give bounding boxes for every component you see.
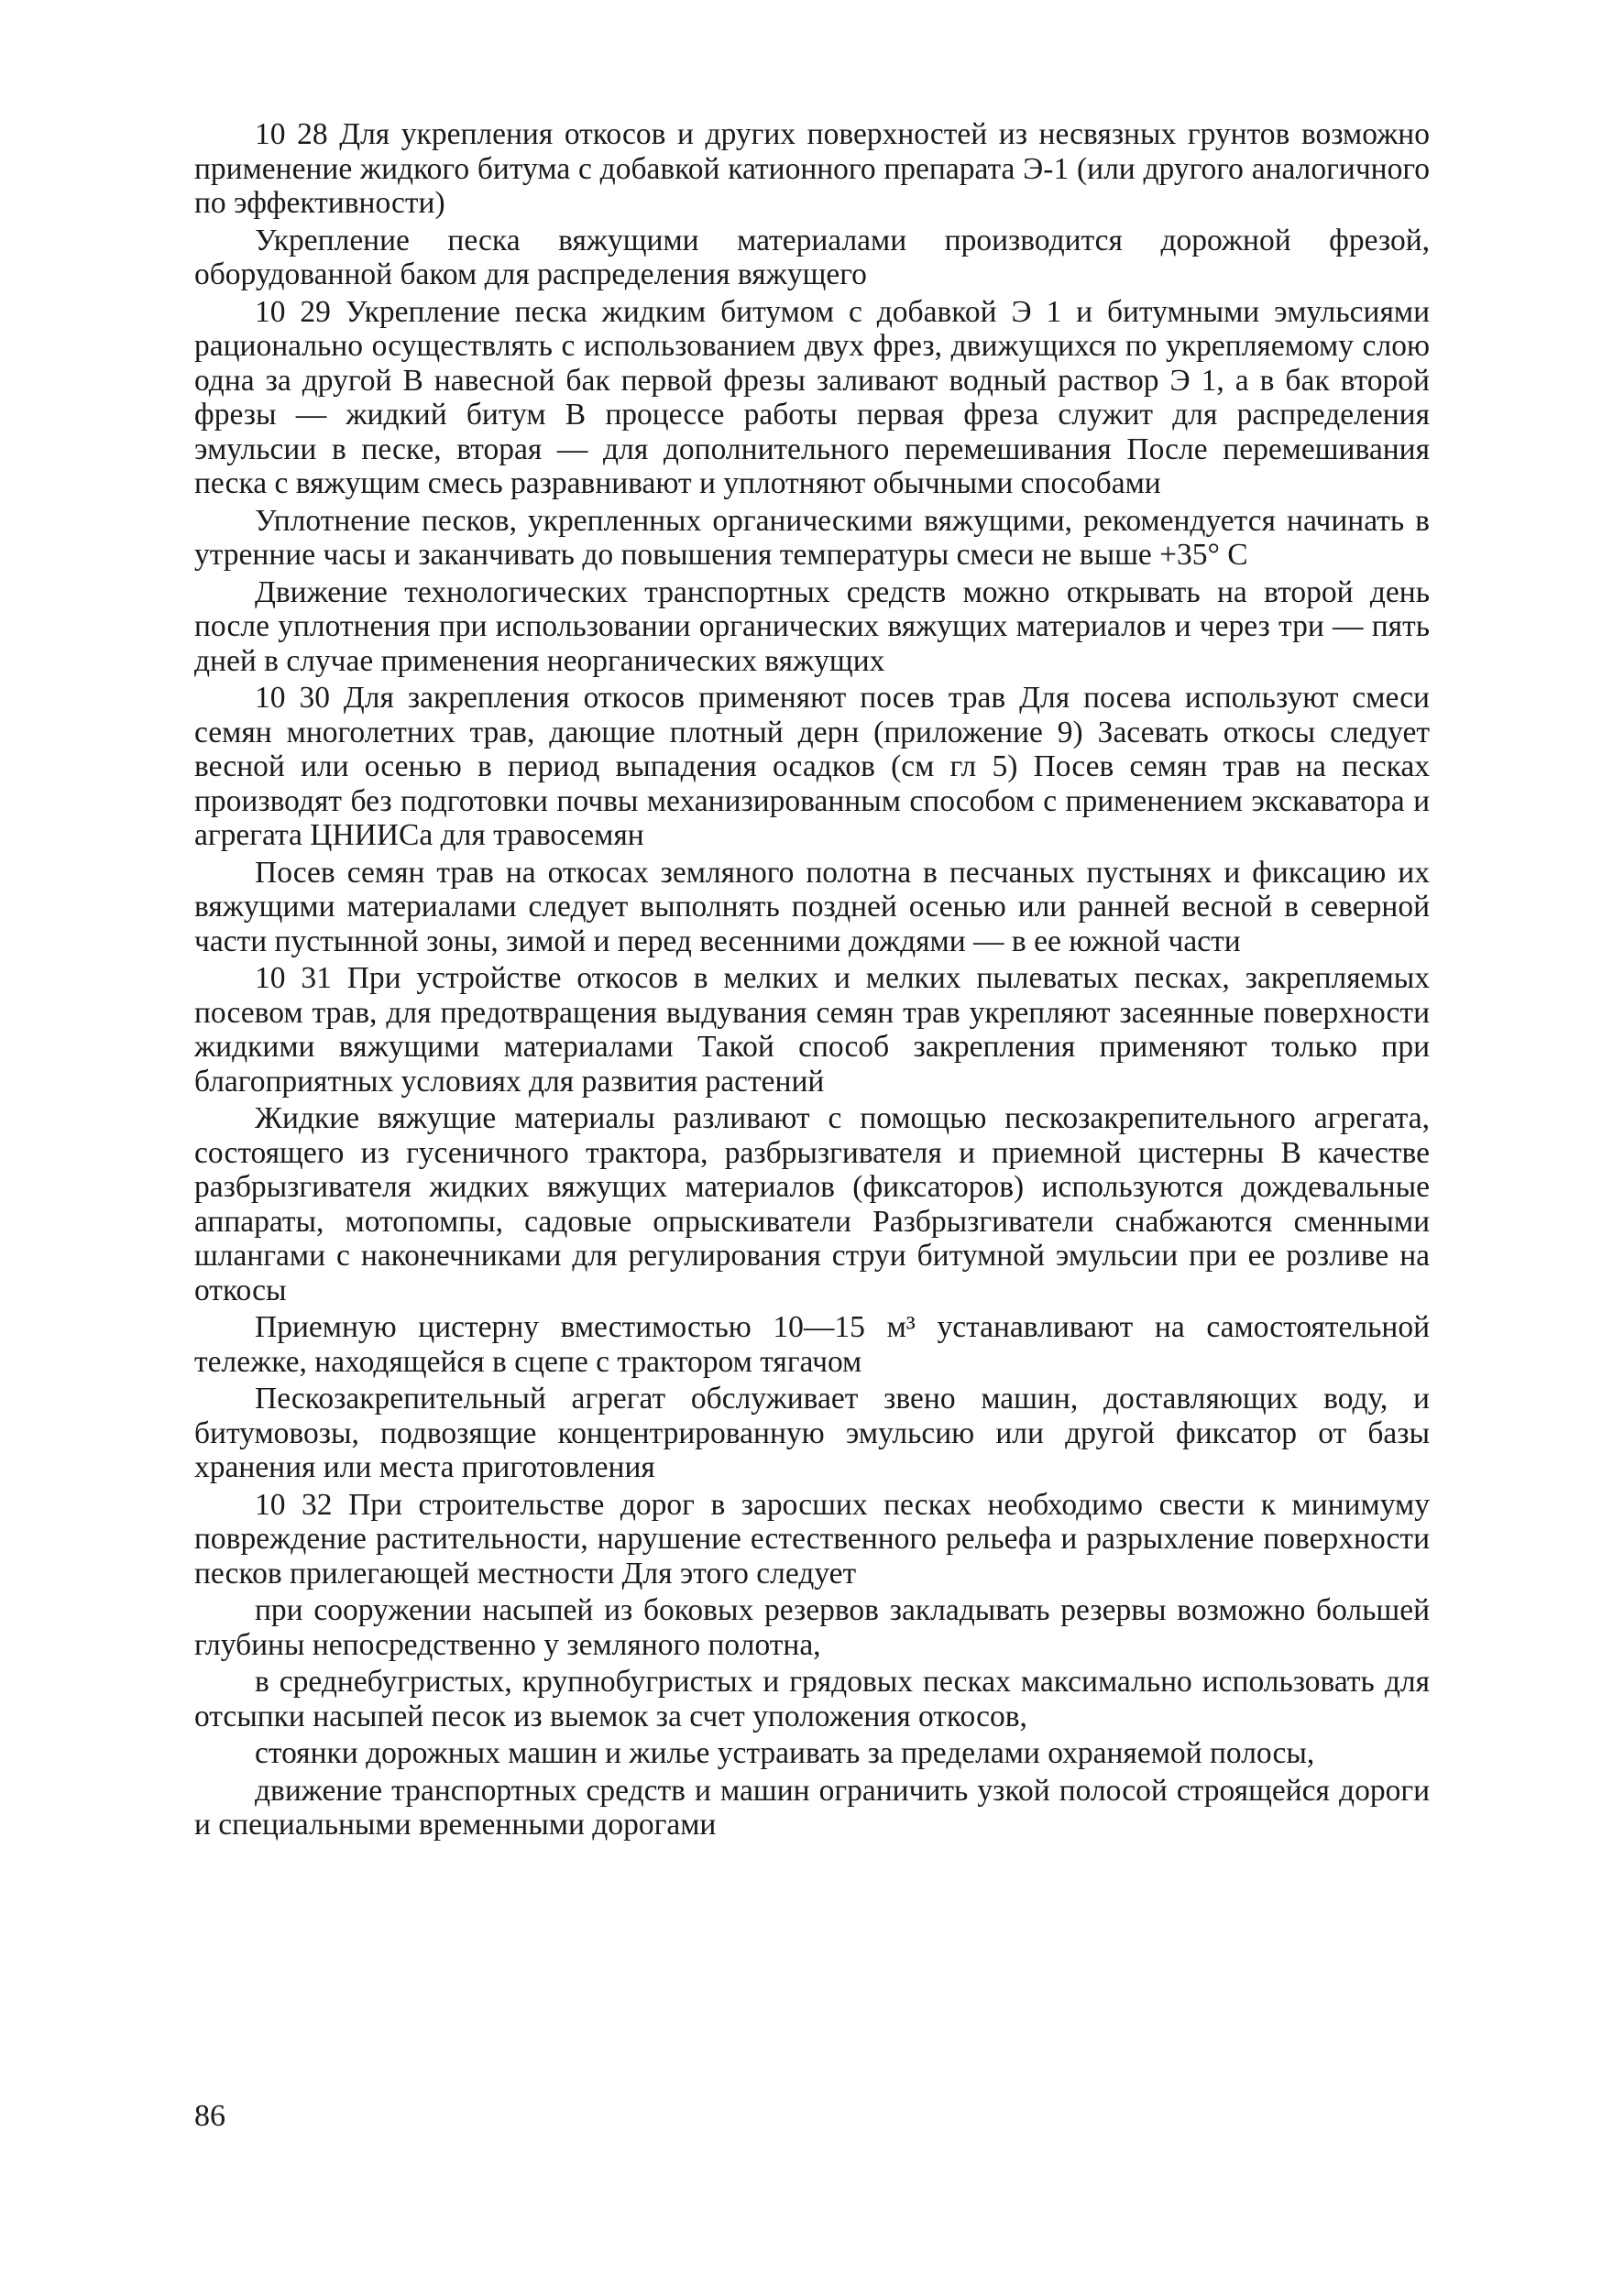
paragraph: Движение технологических транспортных средств можно открывать на второй день после уплотнения при использовании органических вяжущих материалов и через три — пять дней в случае применения неорганических вяжущих (194, 574, 1430, 678)
list-item: в среднебугристых, крупнобугристых и грядовых песках максимально использовать для отсыпки насыпей песок из выемок за счет уположения откосов, (194, 1665, 1430, 1733)
paragraph: Посев семян трав на откосах земляного полотна в песчаных пустынях и фиксацию их вяжущими материалами следует выполнять поздней осенью или ранней весной в северной части пустынной зоны, зимой и перед весенними дождями — в ее южной части (194, 855, 1430, 958)
paragraph: Уплотнение песков, укрепленных органическими вяжущими, рекомендуется начинать в утренние часы и заканчивать до повышения температуры смеси не выше +35° С (194, 503, 1430, 572)
page-number: 86 (194, 2099, 225, 2133)
list-item: движение транспортных средств и машин ограничить узкой полосой строящейся дороги и специальными временными дорогами (194, 1773, 1430, 1842)
paragraph: Укрепление песка вяжущими материалами производится дорожной фрезой, оборудованной баком для распределения вяжущего (194, 223, 1430, 291)
list-item: при сооружении насыпей из боковых резервов закладывать резервы возможно большей глубины непосредственно у земляного полотна, (194, 1593, 1430, 1662)
paragraph: Приемную цистерну вместимостью 10—15 м³ устанавливают на самостоятельной тележке, находящейся в сцепе с трактором тягачом (194, 1310, 1430, 1379)
paragraph: Пескозакрепительный агрегат обслуживает звено машин, доставляющих воду, и битумовозы, подвозящие концентрированную эмульсию или другой фиксатор от базы хранения или места приготовления (194, 1382, 1430, 1484)
paragraph-10-29: 10 29 Укрепление песка жидким битумом с добавкой Э 1 и битумными эмульсиями рационально осуществлять с использованием двух фрез, движущихся по укрепляемому слою одна за другой В навесной бак первой фрезы заливают водный раствор Э 1, а в бак второй фрезы — жидкий битум В процессе работы первая фреза служит для распределения эмульсии в песке, вторая — для дополнительного перемешивания После перемешивания песка с вяжущим смесь разравнивают и уплотняют обычными способами (194, 294, 1430, 500)
paragraph-10-32: 10 32 При строительстве дорог в заросших песках необходимо свести к минимуму повреждение растительности, нарушение естественного рельефа и разрыхление поверхности песков прилегающей местности Для этого следует (194, 1487, 1430, 1591)
paragraph-10-30: 10 30 Для закрепления откосов применяют посев трав Для посева используют смеси семян многолетних трав, дающие плотный дерн (приложение 9) Засевать откосы следует весной или осенью в период выпадения осадков (см гл 5) Посев семян трав на песках производят без подготовки почвы механизированным способом с применением экскаватора и агрегата ЦНИИСа для травосемян (194, 681, 1430, 852)
body-text (194, 117, 1430, 1845)
list-item: стоянки дорожных машин и жилье устраивать за пределами охраняемой полосы, (255, 1736, 1315, 1770)
paragraph-10-31: 10 31 При устройстве откосов в мелких и мелких пылеватых песках, закрепляемых посевом трав, для предотвращения выдувания семян трав укрепляют засеянные поверхности жидкими вяжущими материалами Такой способ закрепления применяют только при благоприятных условиях для развития растений (194, 961, 1430, 1099)
paragraph-10-28: 10 28 Для укрепления откосов и других поверхностей из несвязных грунтов возможно применение жидкого битума с добавкой катионного препарата Э-1 (или другого аналогичного по эффективности) (194, 117, 1430, 220)
paragraph: Жидкие вяжущие материалы разливают с помощью пескозакрепительного агрегата, состоящего из гусеничного трактора, разбрызгивателя и приемной цистерны В качестве разбрызгивателя жидких вяжущих материалов (фиксаторов) используются дождевальные аппараты, мотопомпы, садовые опрыскиватели Разбрызгиватели снабжаются сменными шлангами с наконечниками для регулирования струи битумной эмульсии при ее розливе на откосы (194, 1101, 1430, 1307)
